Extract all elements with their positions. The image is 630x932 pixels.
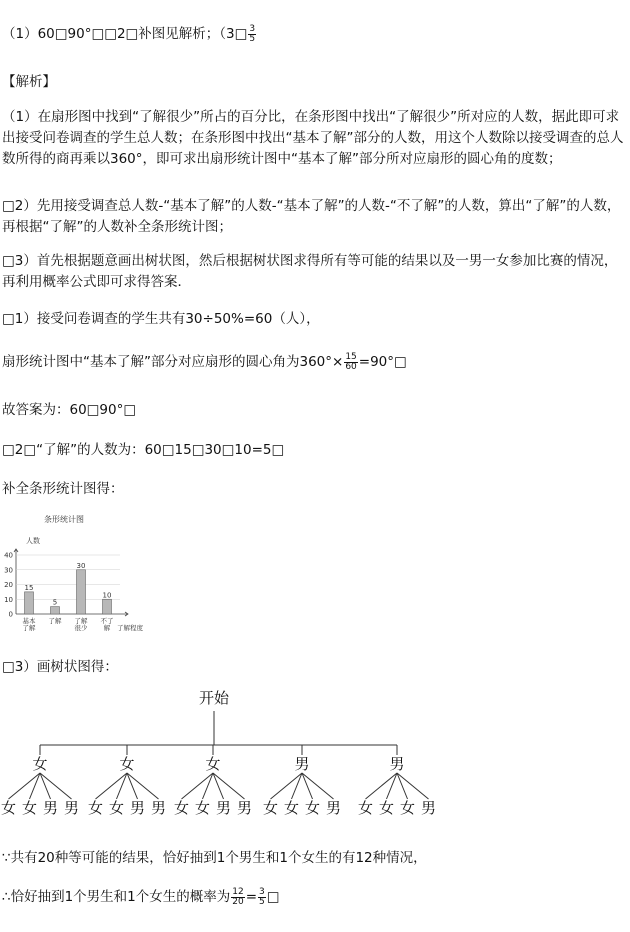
tree-level1-node: 男 — [389, 755, 405, 773]
solution-line-4: □2□“了解”的人数为：60□15□30□10=5□ — [2, 442, 285, 458]
tree-root: 开始 — [198, 689, 230, 707]
explanation-paragraph-3: □3）首先根据题意画出树状图，然后根据树状图求得所有等可能的结果以及一男一女参加比赛的情况，再利用概率公式即可求得答案． — [2, 253, 618, 290]
bar — [25, 592, 34, 614]
x-tick-label: 了解 — [48, 617, 62, 625]
tree-level2-node: 女 — [194, 799, 211, 817]
solution-line-3: 故答案为：60□90°□ — [2, 402, 137, 418]
probability-fraction-2: $\frac{3}{5}$ — [259, 886, 265, 907]
answer-line — [2, 22, 257, 44]
tree-level2-node: 女 — [173, 799, 190, 817]
tree-level2-node: 女 — [262, 799, 279, 817]
bar-chart — [0, 505, 150, 640]
tree-level2-node: 女 — [357, 799, 374, 817]
section-heading: 【解析】 — [2, 74, 56, 90]
chart-title: 条形统计图 — [44, 515, 84, 524]
tree-level2-node: 女 — [304, 799, 321, 817]
x-tick-label: 了解 — [22, 624, 36, 632]
solution-line-6: □3）画树状图得： — [2, 659, 118, 675]
tree-level2-node: 男 — [215, 799, 232, 817]
tree-level1-node: 男 — [294, 755, 310, 773]
explanation-paragraph-1: （1）在扇形图中找到“了解很少”所占的百分比，在条形图中找出“了解很少”所对应的人数，据此即可求出接受问卷调查的学生总人数；在条形图中找出“基本了解”部分的人数，用这个人数除以接受调查的总人数所得的商再乘以360°，即可求出扇形统计图中“基本了解”部分所对应扇形的圆心角的度数； — [2, 109, 624, 167]
tree-level2-node: 女 — [87, 799, 104, 817]
tree-level1-node: 女 — [119, 755, 135, 773]
tree-level1-node: 女 — [32, 755, 48, 773]
x-tick-label: 基本 — [22, 617, 36, 625]
tree-level2-node: 男 — [42, 799, 59, 817]
tree-level2-node: 男 — [236, 799, 253, 817]
tree-level2-node: 男 — [129, 799, 146, 817]
tree-level2-node: 男 — [63, 799, 80, 817]
bar — [51, 607, 60, 614]
solution-line-2: 扇形统计图中“基本了解”部分对应扇形的圆心角为360°× $\frac{15}{60}$ =90°□ — [2, 351, 407, 372]
tree-level2-node: 女 — [399, 799, 416, 817]
tree-level2-node: 男 — [420, 799, 437, 817]
y-tick-label: 0 — [8, 610, 13, 619]
bar — [103, 599, 112, 614]
x-tick-label: 不了 — [100, 617, 114, 625]
solution-line-7: ∵共有20种等可能的结果，恰好抽到1个男生和1个女生的有12种情况， — [2, 850, 427, 866]
tree-level2-node: 女 — [378, 799, 395, 817]
x-tick-label: 解 — [103, 624, 111, 632]
y-tick-label: 10 — [4, 595, 13, 604]
explanation-paragraph-2: □2）先用接受调查总人数-“基本了解”的人数-“基本了解”的人数-“不了解”的人数，算出“了解”的人数，再根据“了解”的人数补全条形统计图； — [2, 198, 621, 235]
solution-line-1: □1）接受问卷调查的学生共有30÷50%=60（人）， — [2, 311, 320, 327]
x-axis-label: 了解程度 — [117, 624, 143, 632]
x-tick-label: 很少 — [74, 624, 88, 632]
bar-value-label: 5 — [52, 598, 58, 607]
angle-fraction: $\frac{15}{60}$ — [345, 351, 357, 372]
solution-line-8: ∴恰好抽到1个男生和1个女生的概率为 $\frac{12}{20}$ = $\frac{3}{5}$ □ — [2, 886, 280, 907]
tree-level1-node: 女 — [205, 755, 221, 773]
answer-fraction: $\frac{3}{5}$ — [249, 23, 256, 44]
tree-level2-node: 女 — [21, 799, 38, 817]
bar-value-label: 10 — [102, 591, 112, 600]
y-tick-label: 30 — [4, 566, 13, 575]
bar — [77, 570, 86, 614]
tree-level2-node: 女 — [283, 799, 300, 817]
tree-level2-node: 女 — [0, 799, 17, 817]
bar-value-label: 30 — [76, 561, 86, 570]
tree-level2-node: 男 — [150, 799, 167, 817]
bar-value-label: 15 — [24, 583, 34, 592]
y-tick-label: 40 — [4, 551, 13, 560]
tree-level2-node: 女 — [108, 799, 125, 817]
y-axis-label: 人数 — [26, 537, 40, 545]
tree-level2-node: 男 — [325, 799, 342, 817]
solution-line-5: 补全条形统计图得： — [2, 481, 124, 497]
tree-diagram — [0, 683, 460, 828]
probability-fraction-1: $\frac{12}{20}$ — [232, 886, 244, 907]
x-tick-label: 了解 — [74, 617, 88, 625]
answer-text: （1）60□90°□□2□补图见解析；（3□ — [2, 26, 248, 42]
y-tick-label: 20 — [4, 581, 13, 589]
